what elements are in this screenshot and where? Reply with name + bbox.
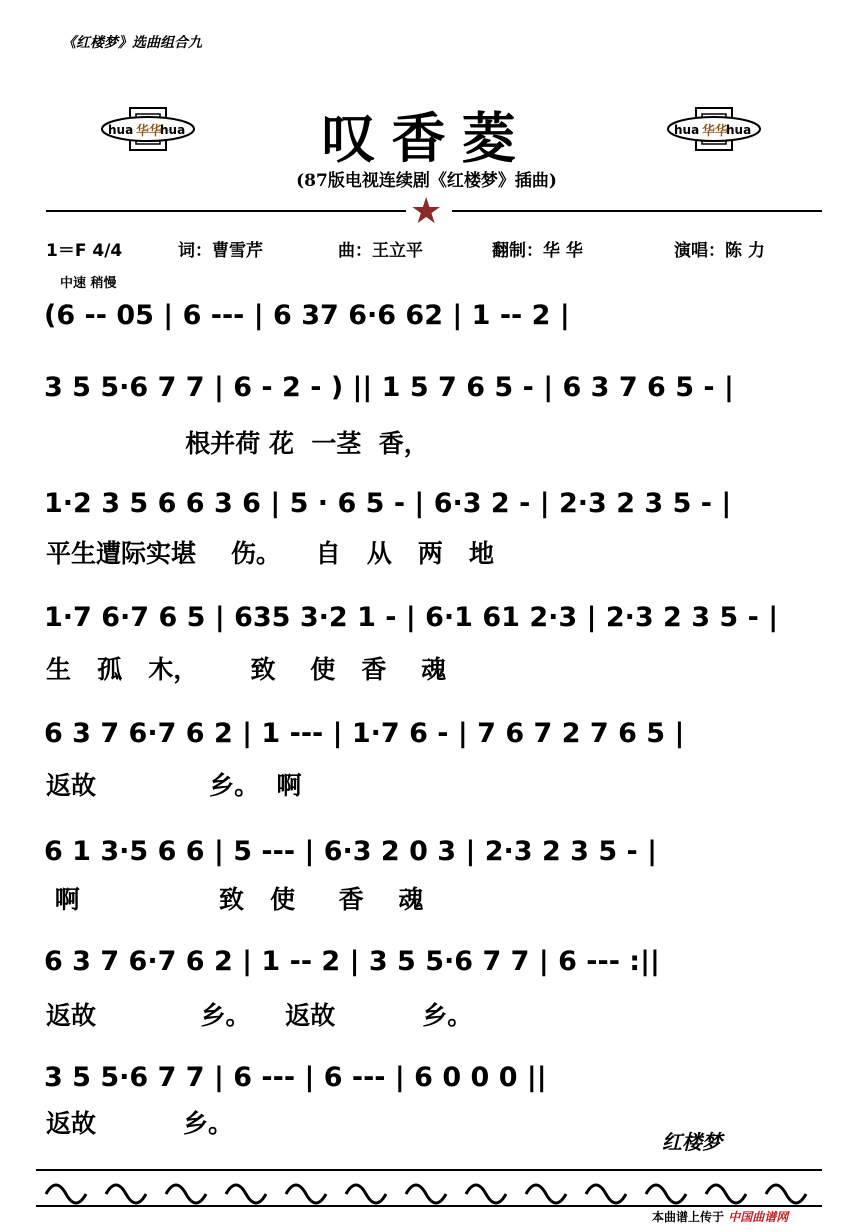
badge-text-right: hua <box>726 123 752 137</box>
score-lyrics-line-5: 返故 乡。 啊 <box>46 771 302 800</box>
header-rule-right <box>452 210 822 212</box>
page-title: 叹香菱 <box>321 106 532 170</box>
score-lyrics-line-2: 根并荷 花 一茎 香， <box>46 429 429 458</box>
score-notes-line-5: 6 3 7 6·7 6 2 | 1 --- | 1·7 6 - | 7 6 7 2 7 6 5 | <box>44 718 685 749</box>
score-notes-line-8: 3 5 5·6 7 7 | 6 --- | 6 --- | 6 0 0 0 || <box>44 1062 547 1093</box>
decorative-border <box>36 1166 822 1212</box>
decorative-badge-right <box>666 104 762 154</box>
score-notes-line-6: 6 1 3·5 6 6 | 5 --- | 6·3 2 0 3 | 2·3 2 3 5 - | <box>44 836 658 867</box>
singer: 演唱：陈 力 <box>674 241 765 261</box>
score-notes-line-1: (6 -- 05 | 6 --- | 6 37 6·6 62 | 1 -- 2 | <box>44 300 570 331</box>
score-notes-line-7: 6 3 7 6·7 6 2 | 1 -- 2 | 3 5 5·6 7 7 | 6 --- :|| <box>44 946 660 977</box>
score-notes-line-3: 1·2 3 5 6 6 3 6 | 5 · 6 5 - | 6·3 2 - | 2·3 2 3 5 - | <box>44 488 732 519</box>
score-lyrics-line-4: 生 孤 木， 致 使 香 魂 <box>46 655 447 684</box>
arranger: 翻制：华 华 <box>492 241 583 261</box>
footer-upload-text: 本曲谱上传于 <box>652 1210 725 1224</box>
score-lyrics-line-3: 平生遭际实堪 伤。 自 从 两 地 <box>46 539 494 568</box>
badge-center-text: 华华 <box>702 124 729 139</box>
score-lyrics-line-7: 返故 乡。 返故 乡。 <box>46 1001 473 1030</box>
badge-center-text: 华华 <box>136 124 163 139</box>
header-rule-left <box>46 210 406 212</box>
composer: 曲：王立平 <box>338 241 423 261</box>
score-lyrics-line-8: 返故 乡。 <box>46 1109 234 1138</box>
lyricist: 词：曹雪芹 <box>178 241 263 261</box>
footer-credit <box>652 1208 788 1225</box>
key-signature: 1＝F 4/4 <box>46 241 123 261</box>
score-notes-line-2: 3 5 5·6 7 7 | 6 - 2 - ) || 1 5 7 6 5 - | 6 3 7 6 5 - | <box>44 372 734 403</box>
badge-text-left: hua <box>674 123 700 137</box>
series-label: 《红楼梦》选曲组合九 <box>62 35 202 51</box>
badge-text-left: hua <box>108 123 134 137</box>
signature: 红楼梦 <box>662 1130 722 1154</box>
footer-site-link[interactable]: 中国曲谱网 <box>728 1210 789 1224</box>
star-icon: ★ <box>410 191 443 232</box>
score-notes-line-4: 1·7 6·7 6 5 | 635 3·2 1 - | 6·1 61 2·3 | 2·3 2 3 5 - | <box>44 602 779 633</box>
subtitle: (87版电视连续剧《红楼梦》插曲) <box>296 171 557 191</box>
badge-text-right: hua <box>160 123 186 137</box>
tempo-marking: 中速 稍慢 <box>60 276 117 291</box>
score-lyrics-line-6: 啊 致 使 香 魂 <box>46 885 424 914</box>
